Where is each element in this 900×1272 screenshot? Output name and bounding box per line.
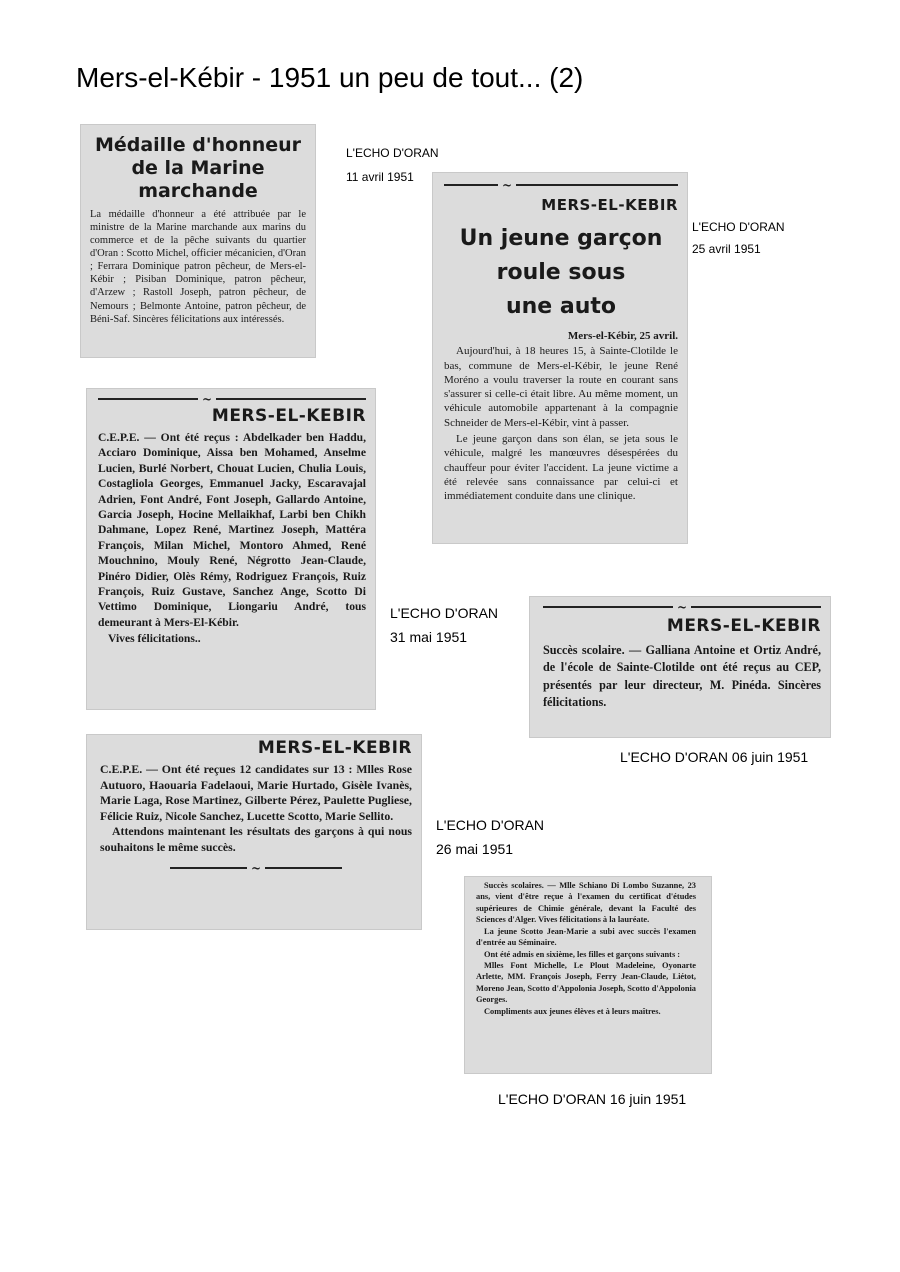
clipping-succes-scolaires-juin: [464, 876, 712, 1074]
date-caption: 26 mai 1951: [436, 841, 514, 857]
clipping-medaille-honneur: [80, 124, 316, 358]
clipping-text: Attendons maintenant les résultats des garçons à qui nous souhaitons le même succès.: [100, 824, 412, 854]
clipping-masthead: MERS-EL-KEBIR: [257, 738, 412, 758]
clipping-headline: [444, 222, 678, 324]
date-caption: L'ECHO D'ORAN 16 juin 1951: [498, 1091, 687, 1107]
clipping-text: Succès scolaires. — Mlle Schiano Di Lombo Suzanne, 23 ans, vient d'être reçue à l'examen du certificat d'études supérieures de Chimie générale, devant la Faculté des Sciences d'Alger. Vives félicitations à la lauréate.: [476, 881, 696, 925]
clipping-dateline: Mers-el-Kébir, 25 avril.: [567, 330, 678, 343]
date-caption: 31 mai 1951: [390, 629, 468, 645]
clipping-masthead: MERS-EL-KEBIR: [666, 616, 821, 636]
clipping-closing: Vives félicitations..: [108, 632, 201, 646]
ornament-divider: ~: [444, 178, 678, 192]
source-caption: L'ECHO D'ORAN: [346, 146, 439, 160]
source-caption: L'ECHO D'ORAN: [692, 220, 785, 234]
date-caption: 11 avril 1951: [346, 170, 414, 184]
ornament-divider: ~: [98, 392, 366, 406]
clipping-text: Le jeune garçon dans son élan, se jeta sous le véhicule, malgré les manœuvres désespérées du chauffeur pour éviter l'accident. La jeune victime a été relevée sans connaissance par celui-ci et immédiatement conduite dans une clinique.: [444, 433, 678, 503]
ornament-divider: ~: [100, 861, 412, 875]
page-title: Mers-el-Kébir - 1951 un peu de tout... (2): [76, 62, 584, 93]
clipping-text: La jeune Scotto Jean-Marie a subi avec succès l'examen d'entrée au Séminaire.: [476, 926, 696, 948]
clipping-masthead: MERS-EL-KEBIR: [541, 196, 678, 214]
clipping-text: Ont été admis en sixième, les filles et garçons suivants :: [484, 949, 681, 959]
clipping-succes-scolaire: [529, 596, 831, 738]
clipping-text: Succès scolaire. — Galliana Antoine et Ortiz André, de l'école de Sainte-Clotilde ont été reçus au CEP, présentés par leur directeur, M. Pinéda. Sincères félicitations.: [543, 643, 821, 709]
clipping-masthead: MERS-EL-KEBIR: [211, 406, 366, 426]
clipping-text: C.E.P.E. — Ont été reçues 12 candidates sur 13 : Mlles Rose Autuoro, Haouaria Fadelaoui, Marie Hurtado, Gisèle Ivanès, Marie Laga, Rose Martinez, Gilberte Pérez, Paulette Pugliese, Félicie Ruiz, Nicole Sanchez, Lucette Scotto, Marie Sellito.: [100, 762, 412, 823]
clipping-headline: Médaille d'honneur de la Marine marchande: [94, 134, 302, 202]
date-caption: 25 avril 1951: [692, 242, 761, 256]
clipping-jeune-garcon: [432, 172, 688, 544]
clipping-text: Aujourd'hui, à 18 heures 15, à Sainte-Clotilde le bas, commune de Mers-el-Kébir, le jeune René Moréno a voulu traverser la route en courant sans s'assurer si celle-ci était libre. Au même moment, un véhicule automobile appartenant à la compagnie Schneider de Mers-el-Kébir, vint à passer.: [444, 345, 678, 429]
headline-line: Un jeune garçon: [459, 226, 663, 251]
headline-line: une auto: [505, 294, 617, 320]
clipping-text: Compliments aux jeunes élèves et à leurs maîtres.: [484, 1006, 661, 1016]
date-caption: L'ECHO D'ORAN 06 juin 1951: [620, 749, 809, 765]
source-caption: L'ECHO D'ORAN: [390, 605, 499, 621]
source-caption: L'ECHO D'ORAN: [436, 817, 545, 833]
ornament-divider: ~: [543, 600, 821, 614]
clipping-cepe-filles: [86, 734, 422, 930]
clipping-text: La médaille d'honneur a été attribuée par le ministre de la Marine marchande aux marins du commerce et de la pêche suivants du quartier d'Oran : Scotto Michel, officier mécanicien, d'Oran ; Ferrara Dominique patron pêcheur, de Mers-el-Kébir ; Pisiban Dominique, patron pêcheur, d'Arzew ; Rastoll Joseph, patron pêcheur, de Nemours ; Belmonte Antoine, patron pêcheur, de Béni-Saf. Sincères félicitations aux intéressés.: [90, 209, 306, 325]
clipping-text: C.E.P.E. — Ont été reçus : Abdelkader ben Haddu, Acciaro Dominique, Aissa ben Mohamed, Anselme Lucien, Burlé Norbert, Chouat Lucien, Chulia Louis, Costagliola Georges, Emmanuel Jacky, Escaravajal Adrien, Font André, Font Joseph, Gallardo Antoine, Garcia Joseph, Hocine Mellaikhaf, Larbi ben Chikh Dahmane, Lopez René, Martinez Joseph, Mattéra François, Milan Michel, Montoro Ahmed, René Mouchnino, Mouly René, Négrotto Jean-Claude, Pinéro Didier, Olès Rémy, Rodriguez François, Ruiz François, Ruiz Gustave, Sanchez Ange, Scotto Di Vettimo Dominique, Liongariu André, tous demeurant à Mers-El-Kébir.: [98, 431, 366, 629]
clipping-text: Mlles Font Michelle, Le Plout Madeleine, Oyonarte Arlette, MM. François Joseph, Ferry Jean-Claude, Liétot, Moreno Jean, Scotto d'Appolonia Joseph, Scotto d'Appolonia Georges.: [476, 960, 696, 1005]
headline-line: roule sous: [496, 260, 626, 286]
clipping-cepe-garcons: [86, 388, 376, 710]
